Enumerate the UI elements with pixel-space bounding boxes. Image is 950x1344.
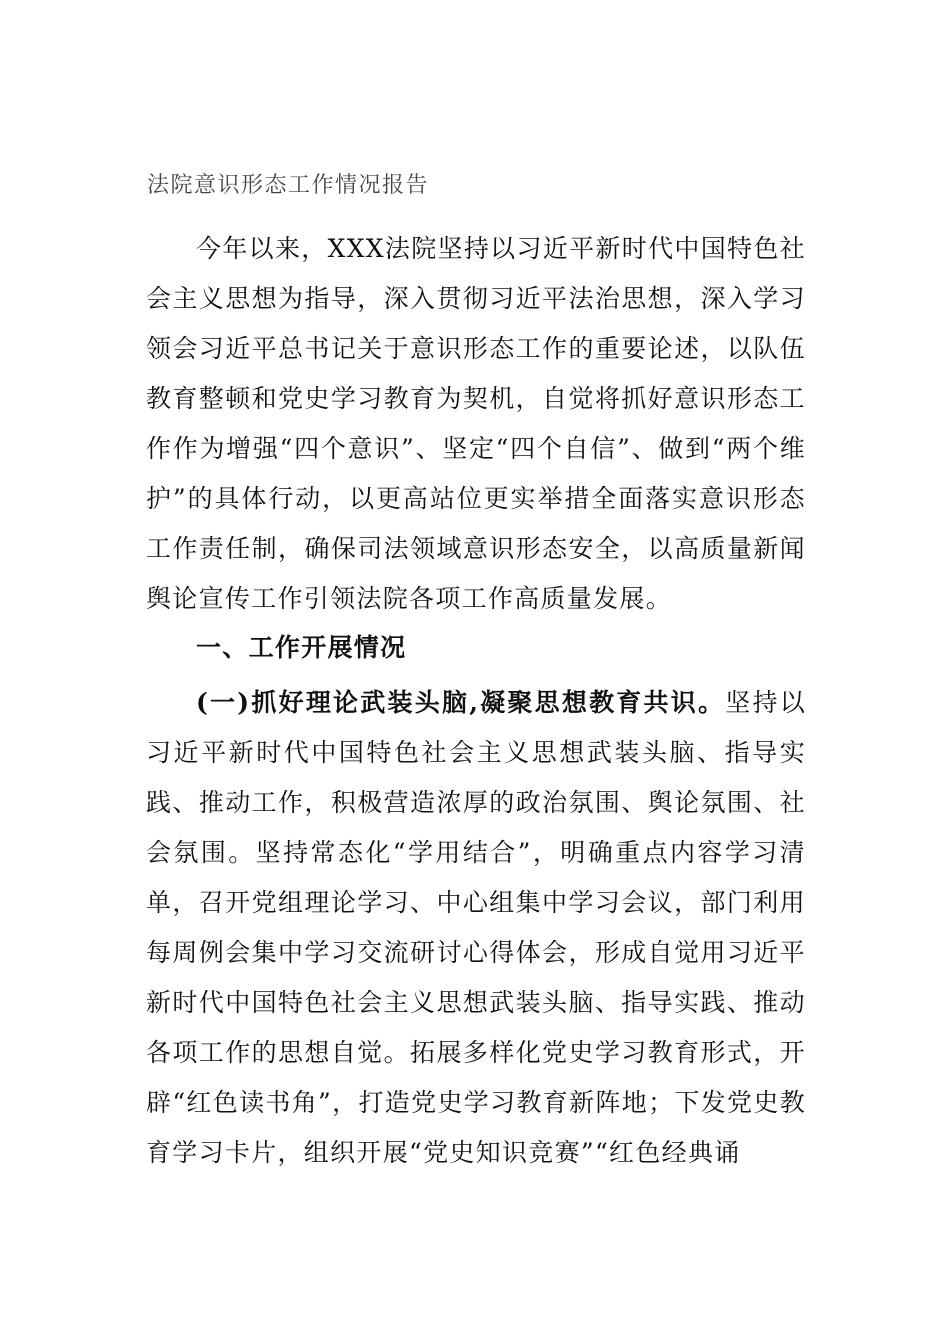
- subsection-paragraph: [146, 678, 806, 1178]
- subsection-text: 坚持以习近平新时代中国特色社会主义思想武装头脑、指导实践、推动工作，积极营造浓厚的政治氛围、舆论氛围、社会氛围。坚持常态化“学用结合”，明确重点内容学习清单，召开党组理论学习、中心组集中学习会议，部门利用每周例会集中学习交流研讨心得体会，形成自觉用习近平新时代中国特色社会主义思想武装头脑、指导实践、推动各项工作的思想自觉。拓展多样化党史学习教育形式，开辟“红色读书角”，打造党史学习教育新阵地；下发党史教育学习卡片，组织开展“党史知识竞赛”“红色经典诵: [146, 688, 806, 1167]
- subsection-heading: (一)抓好理论武装头脑,凝聚思想教育共识。: [196, 688, 726, 717]
- intro-paragraph: 今年以来，XXX法院坚持以习近平新时代中国特色社会主义思想为指导，深入贯彻习近平法治思想，深入学习领会习近平总书记关于意识形态工作的重要论述，以队伍教育整顿和党史学习教育为契机，自觉将抓好意识形态工作作为增强“四个意识”、坚定“四个自信”、做到“两个维护”的具体行动，以更高站位更实举措全面落实意识形态工作责任制，确保司法领域意识形态安全，以高质量新闻舆论宣传工作引领法院各项工作高质量发展。: [146, 234, 806, 613]
- document-title: 法院意识形态工作情况报告: [147, 173, 430, 198]
- section-heading: 一、工作开展情况: [196, 633, 407, 662]
